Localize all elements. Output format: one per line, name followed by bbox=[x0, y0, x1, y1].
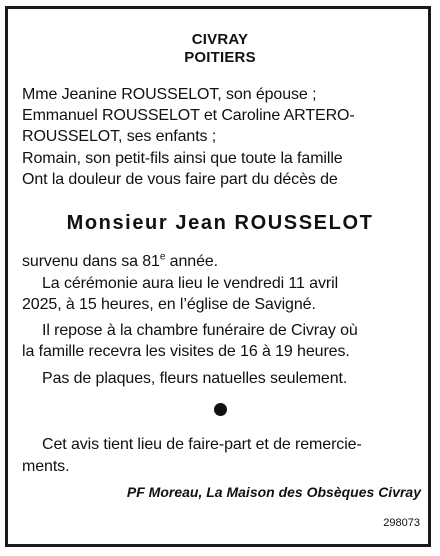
family-line-grandchild: Romain, son petit-fils ainsi que toute la famille bbox=[22, 150, 343, 167]
ceremony-line-1: La cérémonie aura lieu le vendredi 11 avril bbox=[42, 275, 339, 292]
bullet-separator bbox=[214, 403, 227, 416]
age-suffix: année. bbox=[165, 253, 219, 270]
flowers-line: Pas de plaques, fleurs natuelles seulement. bbox=[42, 370, 348, 387]
age-line bbox=[22, 251, 219, 270]
age-prefix: survenu dans sa 81 bbox=[22, 253, 160, 270]
family-line-children-2: ROUSSELOT, ses enfants ; bbox=[22, 128, 217, 145]
age-superscript: e bbox=[159, 251, 166, 263]
rest-line-1: Il repose à la chambre funéraire de Civray où bbox=[42, 322, 358, 339]
family-line-announcement: Ont la douleur de vous faire part du décès de bbox=[22, 171, 338, 188]
closing-line-1: Cet avis tient lieu de faire-part et de remercie- bbox=[42, 436, 362, 453]
header-town: CIVRAY bbox=[191, 31, 249, 48]
ceremony-line-2: 2025, à 15 heures, en l’église de Savigné. bbox=[22, 296, 316, 313]
funeral-home-signature: PF Moreau, La Maison des Obsèques Civray bbox=[126, 484, 421, 500]
family-line-children-1: Emmanuel ROUSSELOT et Caroline ARTERO- bbox=[22, 107, 355, 124]
reference-number: 298073 bbox=[383, 517, 420, 529]
rest-line-2: la famille recevra les visites de 16 à 19 heures. bbox=[22, 343, 350, 360]
closing-line-2: ments. bbox=[22, 458, 70, 475]
family-line-spouse: Mme Jeanine ROUSSELOT, son épouse ; bbox=[22, 86, 317, 103]
deceased-name: Monsieur Jean ROUSSELOT bbox=[66, 212, 374, 234]
header-city: POITIERS bbox=[184, 49, 256, 66]
